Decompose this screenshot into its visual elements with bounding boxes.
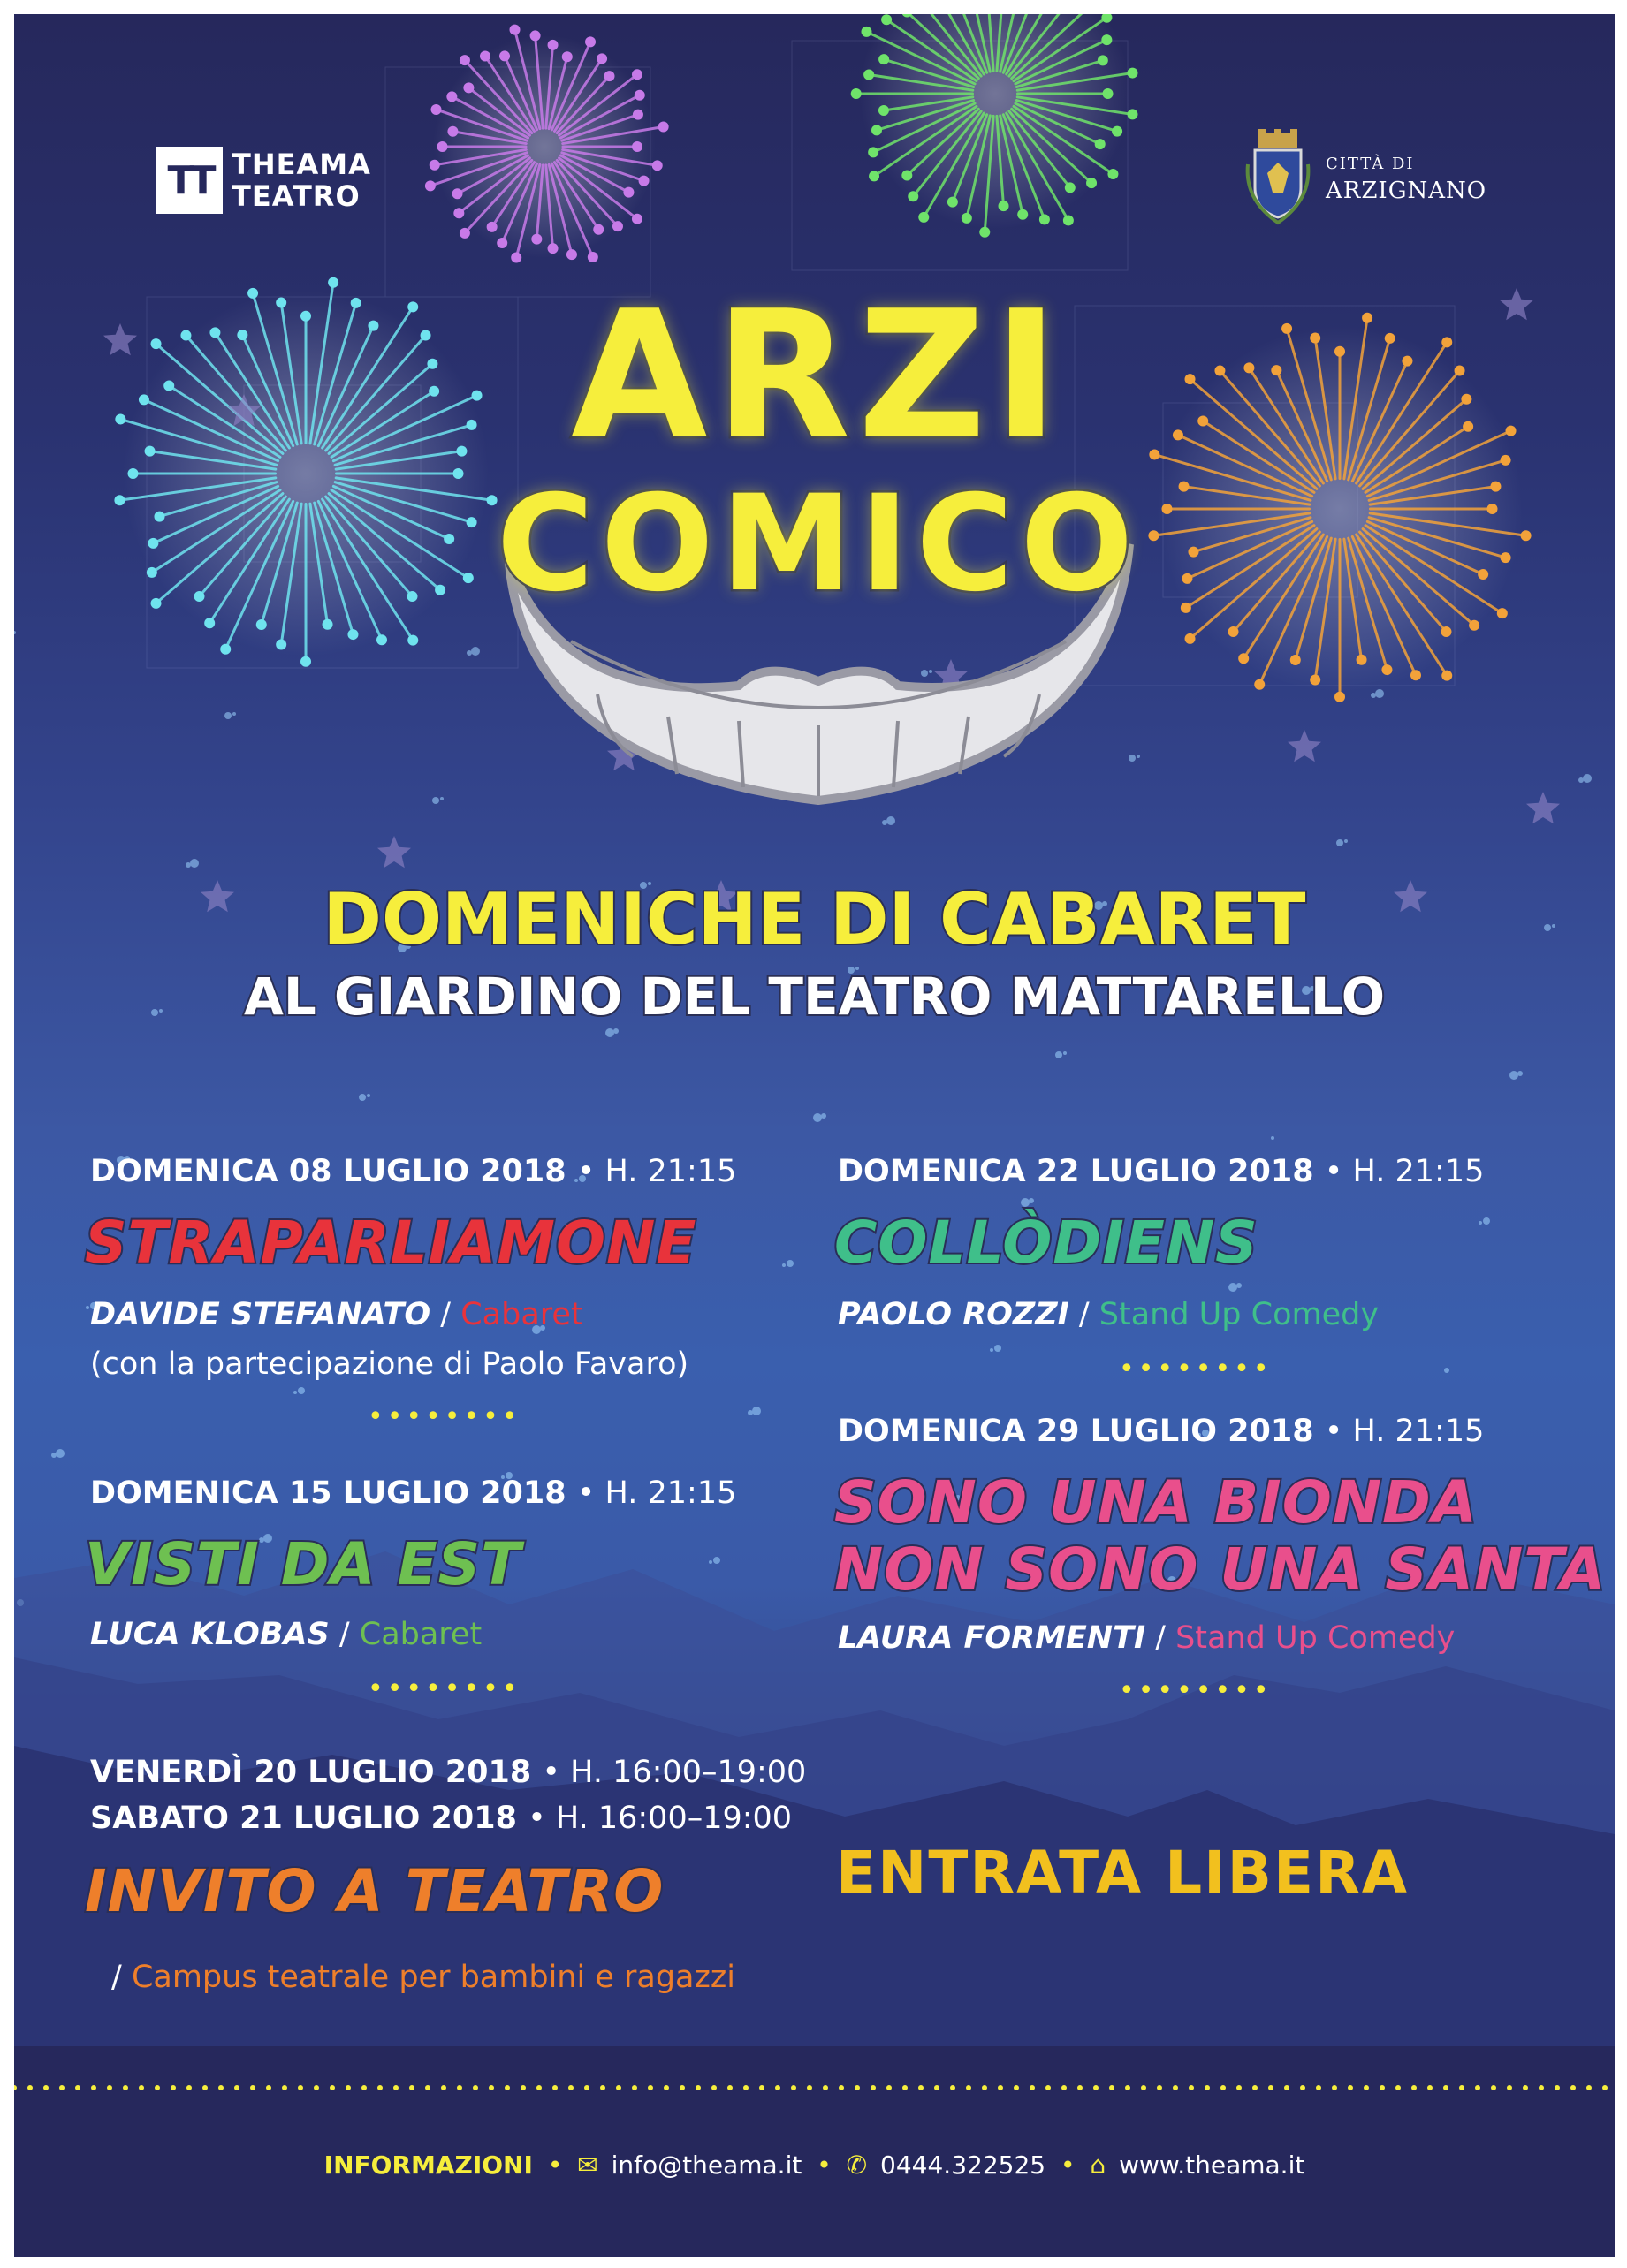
event-4-performer: PAOLO ROZZI bbox=[838, 1297, 1069, 1332]
event-3-genre: Campus teatrale per bambini e ragazzi bbox=[131, 1960, 735, 1995]
footer-website[interactable]: www.theama.it bbox=[1119, 2150, 1305, 2180]
poster bbox=[14, 14, 1615, 2257]
footer-phone[interactable]: 0444.322525 bbox=[880, 2150, 1046, 2180]
event-4-slash: / bbox=[1078, 1297, 1090, 1332]
event-5-date-text: DOMENICA 29 LUGLIO 2018 bbox=[838, 1414, 1314, 1449]
event-3-title: INVITO A TEATRO bbox=[85, 1857, 665, 1925]
event-4-hour: • H. 21:15 bbox=[1324, 1154, 1485, 1189]
phone-icon: ✆ bbox=[846, 2150, 868, 2180]
footer-info bbox=[14, 2150, 1615, 2180]
separator-1: •••••••• bbox=[368, 1401, 521, 1432]
separator-2: •••••••• bbox=[368, 1673, 521, 1704]
arzignano-logo bbox=[1243, 129, 1486, 226]
footer-dotted-line bbox=[14, 2083, 1615, 2092]
event-5-performer: LAURA FORMENTI bbox=[838, 1620, 1146, 1656]
theama-teatro-logo bbox=[156, 147, 371, 214]
arzignano-name: ARZIGNANO bbox=[1326, 178, 1487, 204]
event-1-note: (con la partecipazione di Paolo Favaro) bbox=[90, 1346, 689, 1382]
event-4-performer-line bbox=[838, 1297, 1379, 1332]
title-arzi: ARZI bbox=[570, 273, 1067, 479]
event-4-title: COLLÒDIENS bbox=[834, 1209, 1258, 1277]
event-2-genre: Cabaret bbox=[359, 1617, 483, 1652]
footer-label: INFORMAZIONI bbox=[323, 2150, 533, 2180]
event-2-performer-line bbox=[90, 1617, 482, 1652]
event-2-slash: / bbox=[338, 1617, 350, 1652]
event-2-date bbox=[90, 1475, 736, 1511]
theama-line2: TEATRO bbox=[232, 179, 361, 213]
event-3-date1-text: VENERDÌ 20 LUGLIO 2018 bbox=[90, 1755, 532, 1790]
envelope-icon: ✉ bbox=[577, 2150, 598, 2180]
event-3-date-2 bbox=[90, 1801, 792, 1836]
theama-line1: THEAMA bbox=[232, 148, 371, 181]
firework-left bbox=[114, 277, 497, 667]
footer-bullet: • bbox=[547, 2150, 563, 2180]
event-4-genre: Stand Up Comedy bbox=[1099, 1297, 1380, 1332]
footer-bullet: • bbox=[1060, 2150, 1076, 2180]
footer-bullet: • bbox=[817, 2150, 832, 2180]
event-1-title: STRAPARLIAMONE bbox=[85, 1209, 697, 1277]
theama-wordmark bbox=[232, 148, 371, 212]
arzignano-text bbox=[1326, 151, 1486, 204]
home-icon: ⌂ bbox=[1090, 2150, 1106, 2180]
firework-orange bbox=[1148, 313, 1531, 702]
event-5-hour: • H. 21:15 bbox=[1324, 1414, 1485, 1449]
event-3-hour1: • H. 16:00–19:00 bbox=[542, 1755, 807, 1790]
event-1-date-text: DOMENICA 08 LUGLIO 2018 bbox=[90, 1154, 566, 1189]
event-2-hour: • H. 21:15 bbox=[576, 1475, 737, 1511]
event-5-performer-line bbox=[838, 1620, 1455, 1656]
entrata-libera: ENTRATA LIBERA bbox=[836, 1839, 1409, 1907]
event-5-title-line1: SONO UNA BIONDA bbox=[834, 1468, 1478, 1536]
event-1-genre: Cabaret bbox=[460, 1297, 583, 1332]
event-1-slash: / bbox=[440, 1297, 452, 1332]
coat-of-arms-icon bbox=[1243, 129, 1313, 226]
event-5-slash: / bbox=[1155, 1620, 1166, 1656]
event-5-genre: Stand Up Comedy bbox=[1175, 1620, 1456, 1656]
subtitle-domeniche: DOMENICHE DI CABARET bbox=[323, 878, 1306, 960]
event-1-performer-line bbox=[90, 1297, 583, 1332]
event-1-performer: DAVIDE STEFANATO bbox=[90, 1297, 431, 1332]
subtitle-giardino: AL GIARDINO DEL TEATRO MATTARELLO bbox=[243, 967, 1386, 1027]
firework-purple bbox=[425, 25, 669, 263]
title-comico: COMICO bbox=[496, 467, 1141, 621]
firework-green bbox=[851, 14, 1138, 238]
footer-email[interactable]: info@theama.it bbox=[611, 2150, 802, 2180]
separator-4: •••••••• bbox=[1119, 1675, 1273, 1706]
event-5-date bbox=[838, 1414, 1484, 1449]
event-2-performer: LUCA KLOBAS bbox=[90, 1617, 330, 1652]
event-3-genre-line bbox=[111, 1960, 735, 1995]
event-4-date bbox=[838, 1154, 1484, 1189]
event-1-date bbox=[90, 1154, 736, 1189]
event-3-slash: / bbox=[111, 1960, 122, 1995]
event-4-date-text: DOMENICA 22 LUGLIO 2018 bbox=[838, 1154, 1314, 1189]
theama-mark: TT bbox=[156, 147, 223, 214]
arzignano-citta: CITTÀ DI bbox=[1326, 155, 1415, 173]
separator-3: •••••••• bbox=[1119, 1354, 1273, 1384]
event-2-date-text: DOMENICA 15 LUGLIO 2018 bbox=[90, 1475, 566, 1511]
event-3-hour2: • H. 16:00–19:00 bbox=[528, 1801, 793, 1836]
event-5-title-line2: NON SONO UNA SANTA bbox=[834, 1536, 1607, 1604]
event-2-title: VISTI DA EST bbox=[85, 1530, 522, 1598]
event-3-date2-text: SABATO 21 LUGLIO 2018 bbox=[90, 1801, 517, 1836]
event-1-hour: • H. 21:15 bbox=[576, 1154, 737, 1189]
event-3-date-1 bbox=[90, 1755, 806, 1790]
